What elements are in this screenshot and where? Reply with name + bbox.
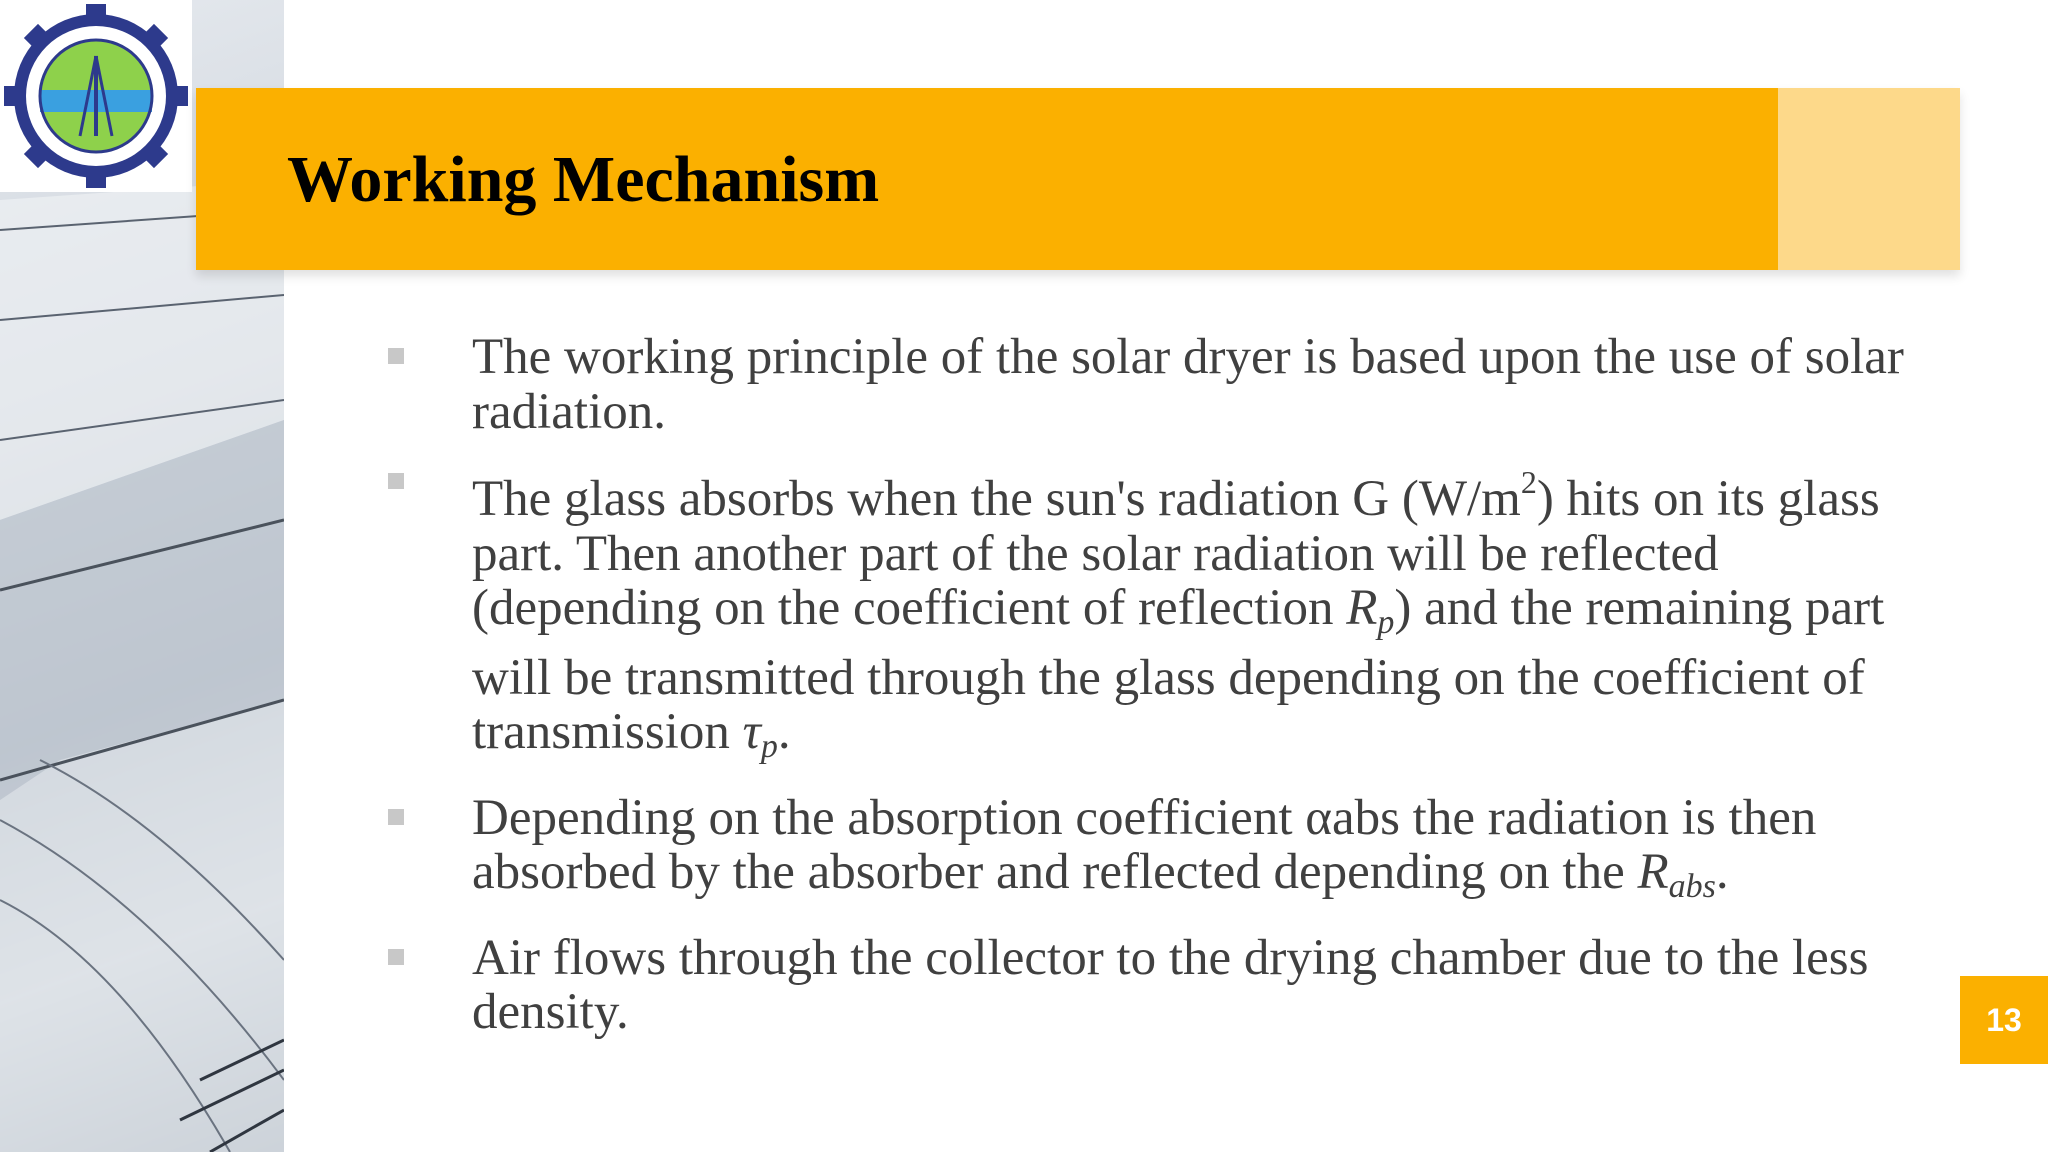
reflection-symbol: R [1637, 844, 1669, 900]
bullet-square-icon [388, 473, 404, 489]
page-number-badge: 13 [1960, 976, 2048, 1064]
bullet-item [380, 455, 1940, 775]
title-bar-accent [1778, 88, 1960, 270]
subscript: p [760, 728, 778, 765]
bullet-text: . [777, 704, 791, 760]
subscript: p [1377, 604, 1395, 641]
transmission-symbol: τ [742, 704, 761, 760]
bullet-square-icon [388, 949, 404, 965]
superscript: 2 [1520, 464, 1537, 500]
bullet-square-icon [388, 809, 404, 825]
logo-container [0, 0, 192, 192]
bullet-text: . [1715, 844, 1729, 900]
subscript: abs [1668, 868, 1716, 905]
bullet-item [380, 330, 1940, 439]
bullet-text: The glass absorbs when the sun's radiation G (W/m [472, 471, 1521, 527]
institution-gear-seal-icon [0, 0, 192, 192]
slide-title: Working Mechanism [287, 143, 880, 216]
bullet-text: ) and the remaining part will be transmitted through the glass depending on the coefficient of transmission [472, 580, 1885, 760]
bullet-item [380, 791, 1940, 915]
bullet-item [380, 931, 1940, 1040]
bullet-text: ) hits on its glass part. Then another part of the solar radiation will be reflected (depending on the coefficient of reflection [472, 471, 1880, 636]
bullet-list [380, 330, 1940, 1056]
reflection-symbol: R [1346, 580, 1378, 636]
bullet-text: The working principle of the solar dryer is based upon the use of solar radiation. [472, 329, 1904, 440]
bullet-text: Air flows through the collector to the drying chamber due to the less density. [472, 929, 1869, 1040]
bullet-text: Depending on the absorption coefficient αabs the radiation is then absorbed by the absorber and reflected depending on the [472, 789, 1817, 900]
bullet-square-icon [388, 348, 404, 364]
